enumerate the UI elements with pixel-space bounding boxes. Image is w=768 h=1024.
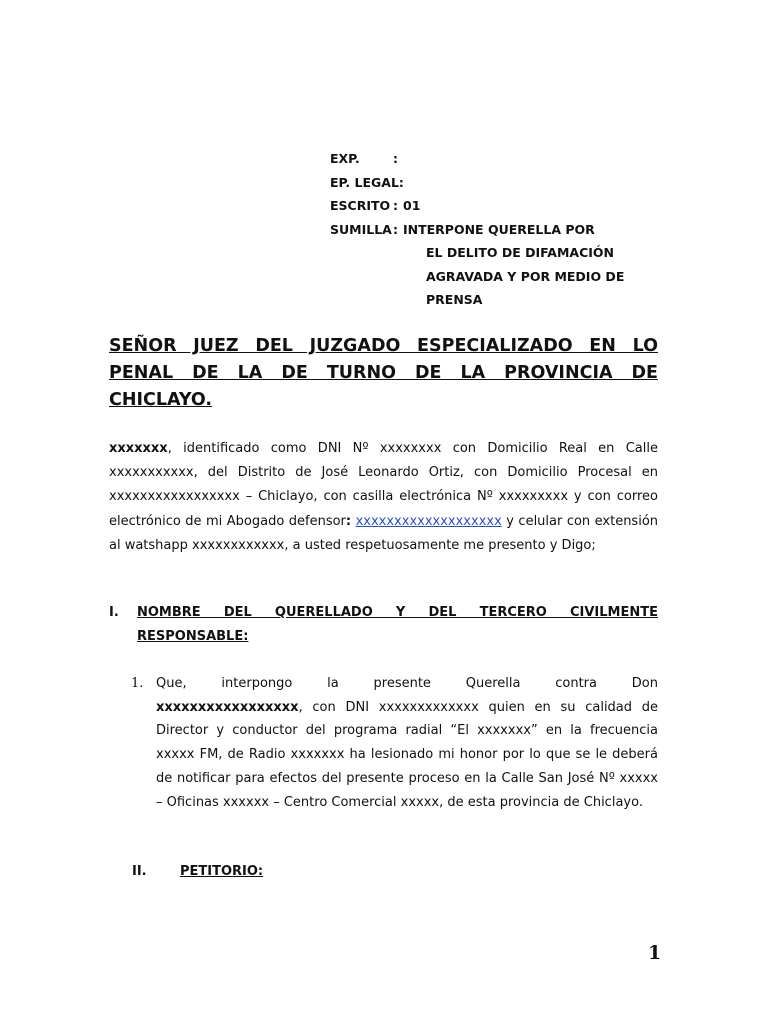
sumilla-continuation — [330, 241, 670, 265]
sumilla-continuation — [330, 265, 670, 289]
exp-row — [330, 147, 670, 171]
court-city: CHICLAYO — [109, 390, 206, 410]
complainant-name: xxxxxxx — [109, 441, 168, 456]
lawyer-email-link[interactable]: xxxxxxxxxxxxxxxxxxx — [355, 513, 502, 529]
page-number: 1 — [648, 942, 662, 964]
section-2-title: PETITORIO: — [180, 864, 264, 879]
court-address-heading — [109, 333, 658, 414]
sumilla-row — [330, 218, 670, 242]
case-header — [330, 147, 670, 312]
escrito-value: 01 — [403, 198, 421, 213]
court-heading-line: SEÑOR JUEZ DEL JUZGADO ESPECIALIZADO EN LO — [109, 336, 658, 356]
intro-text-end: y celular con extensión al watshapp xxxxxxxxxxxx, a usted respetuosamente me presento y Digo; — [109, 513, 659, 553]
section-1-number: I. — [109, 605, 119, 620]
sumilla-line: PRENSA — [426, 292, 483, 307]
intro-colon: : — [345, 513, 352, 529]
intro-text: , identificado como DNI Nº xxxxxxxx con Domicilio Real en Calle xxxxxxxxxxx, del Distrito de José Leonardo Ortiz, con Domicilio Procesal en xxxxxxxxxxxxxxxxx – Chiclayo, con casilla electrónica Nº xxxxxxxxx y con correo electrónico de mi Abogado defensor — [109, 441, 658, 529]
section-1-heading — [109, 601, 658, 649]
ep-legal-row — [330, 171, 670, 195]
escrito-label: ESCRITO — [330, 198, 391, 213]
sumilla-line: INTERPONE QUERELLA POR — [403, 221, 595, 237]
section-2-heading — [132, 860, 264, 884]
sumilla-continuation — [330, 288, 670, 312]
sumilla-label: SUMILLA — [330, 221, 392, 237]
court-heading-period: . — [205, 390, 213, 410]
sumilla-line: EL DELITO DE DIFAMACIÓN — [426, 245, 614, 260]
exp-separator: : — [393, 151, 398, 166]
intro-paragraph — [109, 437, 658, 558]
list-item-rest: , con DNI xxxxxxxxxxxxx quien en su calidad de Director y conductor del programa radial “El xxxxxxx” en la frecuencia xxxxx FM, de Radio xxxxxxx ha lesionado mi honor por lo que se le deberá de notificar para efectos del presente proceso en la Calle San José Nº xxxxx – Oficinas xxxxxx – Centro Comercial xxxxx, de esta provincia de Chiclayo. — [156, 699, 658, 810]
sumilla-line: AGRAVADA Y POR MEDIO DE — [426, 268, 625, 284]
ep-legal-label: EP. LEGAL: — [330, 174, 404, 190]
list-item-first-line: Que, interpongo la presente Querella contra Don — [156, 676, 658, 691]
section-1-title-line: NOMBRE DEL QUERELLADO Y DEL TERCERO CIVILMENTE — [137, 605, 658, 620]
court-heading-last-line — [109, 387, 658, 414]
list-item-text — [156, 672, 658, 814]
list-item-number: 1. — [131, 676, 144, 691]
exp-label: EXP. — [330, 151, 360, 166]
sumilla-separator: : — [393, 221, 398, 237]
list-item-body — [156, 696, 658, 815]
section-2-number: II. — [132, 864, 147, 879]
court-heading-line: PENAL DE LA DE TURNO DE LA PROVINCIA DE — [109, 363, 658, 383]
list-item-1 — [131, 672, 658, 814]
escrito-row — [330, 194, 670, 218]
defendant-name: xxxxxxxxxxxxxxxxx — [156, 699, 299, 715]
escrito-separator: : — [393, 198, 398, 213]
section-1-title-line: RESPONSABLE: — [137, 629, 249, 644]
